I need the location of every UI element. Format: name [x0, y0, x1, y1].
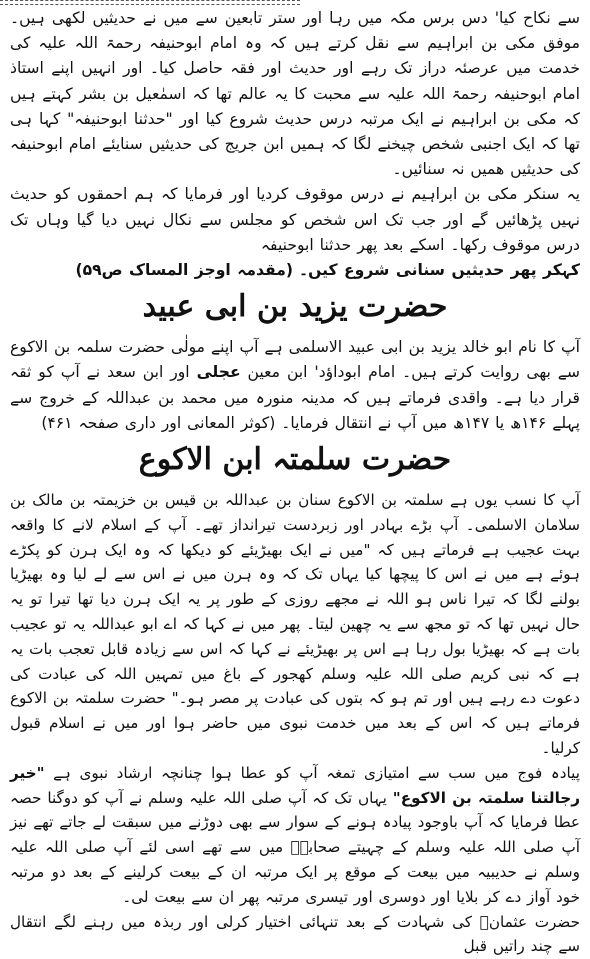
section1-text-end: اور ابن سعد نے آپ کو ثقہ قرار دیا ہے۔ واقدی فرماتے ہیں کہ مدینہ منورہ میں محمد بن عبداللہ کے خروج سے پہلے ۱۴۶ھ یا ۱۴۷ھ میں آپ نے انتقال فرمایا۔ (کوثر المعانی اور داری صفحہ ۴۶۱) — [10, 363, 580, 432]
section2-paragraph-1: آپ کا نسب یوں ہے سلمتہ بن الاکوع سنان بن عبداللہ بن قیس بن خزیمتہ بن مالک بن سلامان الاسلمی۔ آپ بڑے بہادر اور زبردست تیرانداز تھے۔ آپ کے اسلام لانے کا واقعہ بہت عجیب ہے فرماتے ہیں کہ "میں نے ایک بھیڑیئے کو دیکھا کہ وہ ایک ہرن کو پکڑے ہوئے ہے میں نے اس کا پیچھا کیا یہاں تک کہ وہ ہرن میں نے اس سے لے لیا وہ بھیڑیا بولنے لگا کہ تیرا ناس ہو اللہ نے مجھے روزی کے طور پر یہ ایک ہرن دیا تھا تیرا تو یہ حال نہیں تھا کہ تو مجھ سے یہ چھین لیتا۔ پھر میں نے کہا کہ اے ابو عبداللہ یہ تو عجیب بات ہے کہ بھیڑیا بول رہا ہے اس پر بھیڑیئے نے کہا کہ اس سے زیادہ قابل تعجب بات یہ ہے کہ نبی کریم صلی اللہ علیہ وسلم کھجور کے باغ میں تمہیں اللہ کی عبادت کی دعوت دے رہے ہیں اور تم ہو کہ بتوں کی عبادت پر مصر ہو۔" حضرت سلمتہ بن الاکوع فرماتے ہیں کہ اس کے بعد میں خدمت نبوی میں حاضر ہوا اور میں نے اسلام قبول کرلیا۔ — [10, 491, 580, 758]
intro-paragraph-2: یہ سنکر مکی بن ابراہیم نے درس موقوف کردیا اور فرمایا کہ ہم احمقوں کو حدیث نہیں پڑھائیں گے اور جب تک اس شخص کو مجلس سے نکال نہیں دیا گیا وہاں تک درس موقوف رکھا۔ اسکے بعد پھر حدثنا ابوحنیفہ — [10, 185, 580, 254]
section1-bold-name: عجلی — [196, 363, 241, 382]
section2-p2-quote: "خیر رجالتنا سلمتہ بن الاکوع" — [10, 763, 580, 807]
section-heading-yazid: حضرت یزید بن ابی عبید — [142, 289, 448, 325]
section1-paragraph — [10, 335, 580, 436]
top-border-rule — [0, 0, 300, 5]
intro-closing-text: کہکر پھر حدیثیں سنانی شروع کیں۔ — [298, 261, 580, 280]
intro-closing-line — [10, 258, 580, 283]
section2-p2-start: پیادہ فوج میں سب سے امتیازی تمغہ آپ کو عطا ہوا چنانچہ ارشاد نبوی ہے — [44, 763, 580, 782]
section1-text-start: آپ کا نام ابو خالد یزید بن ابی عبید الاسلمی ہے آپ اپنے مولٰی حضرت سلمہ بن الاکوع سے بھی روایت کرتے ہیں۔ امام ابوداؤد' ابن معین — [10, 338, 580, 382]
intro-paragraph-1: سے نکاح کیا' دس برس مکہ میں رہا اور ستر تابعین سے میں نے حدیثیں لکھی ہیں۔ موفق مکی بن ابراہیم سے نقل کرتے ہیں کہ وہ امام ابوحنیفہ رحمۃ اللہ علیہ کی خدمت میں عرصئہ دراز تک رہے اور حدیث اور فقہ حاصل کیا۔ اور انہیں اپنے استاذ امام ابوحنیفہ رحمۃ اللہ علیہ سے محبت کا یہ عالم تھا کہ اسمٰعیل بن بشر کہتے ہیں کہ مکی بن ابراہیم نے ایک مرتبہ درس حدیث شروع کیا اور "حدثنا ابوحنیفہ" کہا ہی تھا کہ ایک اجنبی شخص چیخنے لگا کہ ہمیں ابن جریج کی حدیثیں سنایئے امام ابوحنیفہ کی حدیثیں ھمیں نہ سنائیں۔ — [10, 9, 580, 179]
section2-paragraph-3: حضرت عثمانؓ کی شہادت کے بعد تنہائی اختیار کرلی اور ربذہ میں رہنے لگے انتقال سے چند راتیں قبل — [10, 912, 580, 956]
section-heading-salma: حضرت سلمتہ ابن الاکوع — [138, 442, 452, 478]
intro-reference: (مقدمہ اوجز المساک ص۵۹) — [75, 261, 294, 280]
section2-paragraph-2 — [10, 761, 580, 910]
section2-p2-end: یہاں تک کہ آپ صلی اللہ علیہ وسلم نے آپ کو دوگنا حصہ عطا فرمایا کہ آپ باوجود پیادہ ہونے کے سوار سے بھی دوڑنے میں سبقت لے جاتے تھے نیز آپ صلی اللہ علیہ وسلم کے چہیتے صحابہؓ میں سے تھے اسی لئے آپ صلی اللہ علیہ وسلم نے حدیبیہ میں بیعت کے موقع پر ایک مرتبہ ان کے بیعت کرلینے کے بعد دو مرتبہ خود آواز دے کر بلایا اور دوسری اور تیسری مرتبہ پھر ان سے بیعت لی۔ — [10, 788, 580, 906]
